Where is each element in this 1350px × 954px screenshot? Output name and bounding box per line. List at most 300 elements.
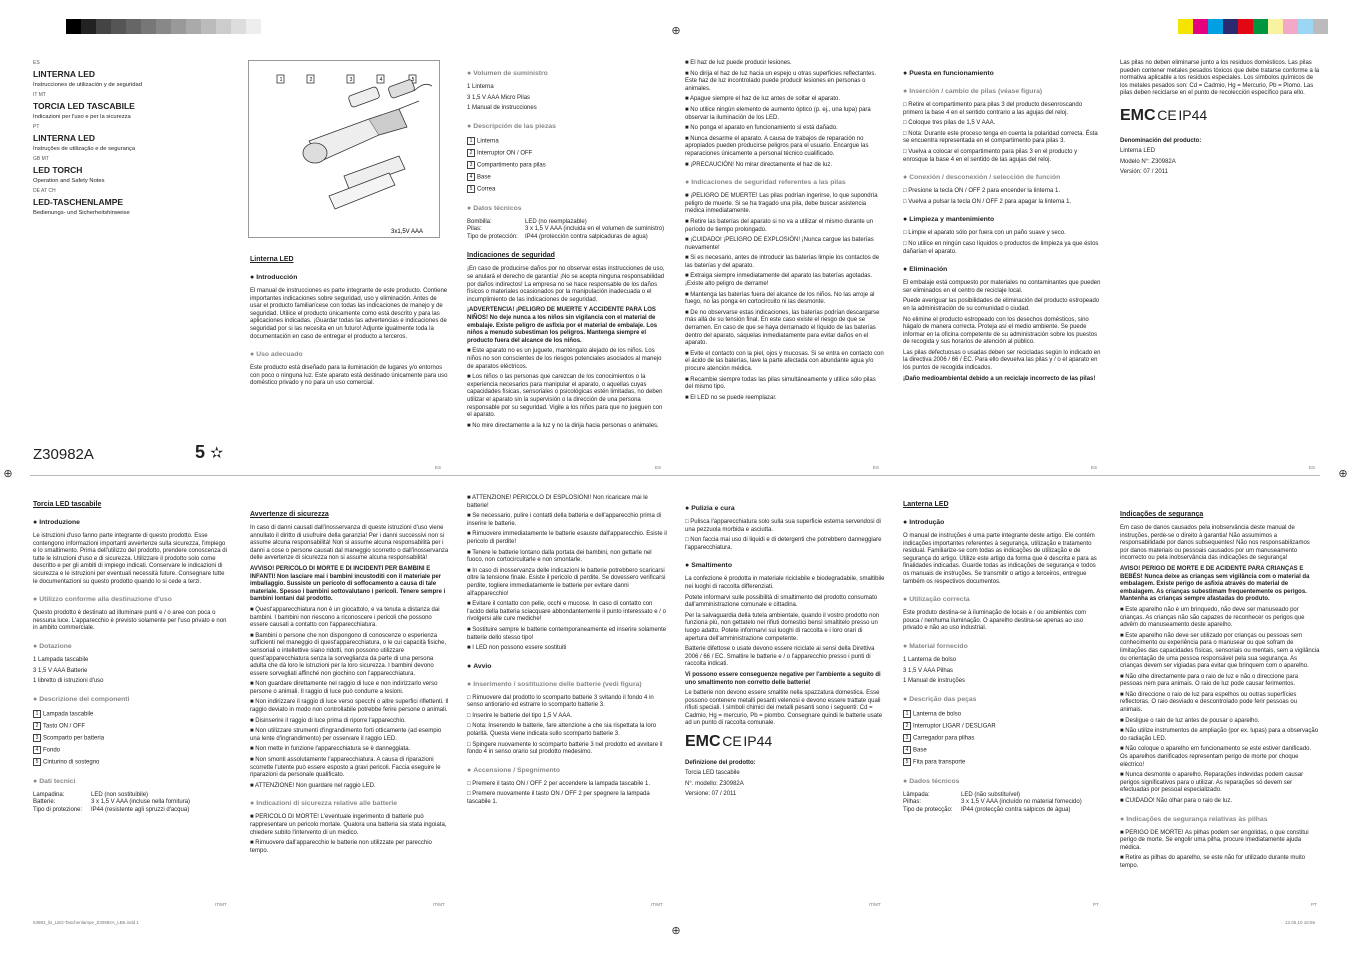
heading: ● Limpieza y mantenimiento — [903, 216, 1103, 224]
list-item — [467, 550, 667, 565]
list-item — [685, 395, 885, 403]
list-item — [467, 601, 667, 624]
list-item — [685, 292, 885, 307]
tech-row — [903, 792, 1103, 800]
cover-subtitle: Operation and Safety Notes — [33, 178, 105, 184]
list-item-text: Linterna LED — [1120, 148, 1156, 155]
product-info — [685, 770, 885, 799]
list-item-text: Modelo N°: Z30982A — [1120, 158, 1176, 165]
list-item — [685, 351, 885, 374]
registration-mark-icon: ⊕ — [3, 468, 13, 480]
list-item-text: Premere il tasto ON / OFF 2 per accendere la lampada tascabile 1. — [472, 780, 651, 787]
badge-number: 5 ✫ — [195, 442, 224, 462]
bullet: ■ — [467, 567, 473, 574]
list-item — [903, 722, 1103, 731]
list-item-text: Desligue o raio de luz antes de pousar o aparelho. — [1125, 717, 1260, 724]
bullet: ■ — [1120, 829, 1126, 836]
number-box: 3 — [903, 734, 911, 742]
bullet: ■ — [1120, 772, 1126, 779]
parts-list — [467, 137, 667, 195]
number-box: 3 — [467, 161, 475, 169]
tech-label: Pilas: — [467, 226, 482, 233]
bullet: ■ — [685, 218, 691, 225]
list-item — [685, 162, 885, 170]
section-title: Indicaciones de seguridad — [467, 252, 555, 260]
safety-list — [467, 348, 667, 430]
list-item-text: Não direccione o raio de luz para espelhos ou outras superfícies reflectoras. O raio desviado e descontrolado pode ferir pessoas ou animais. — [1120, 691, 1298, 714]
bullet: □ — [467, 741, 473, 748]
bullet: □ — [903, 102, 909, 108]
list-item-text: 1 Manual de instrucciones — [467, 105, 537, 112]
bullet: ■ — [467, 549, 473, 556]
list-item-text: 3 1,5 V AAA Micro Pilas — [467, 94, 531, 101]
list-item — [903, 188, 1103, 196]
battery-label: 3x1,5V AAA — [391, 229, 424, 235]
page-label: IT/MT — [651, 902, 663, 907]
bullet: □ — [467, 780, 473, 787]
list-item — [685, 219, 885, 234]
cover-title: LINTERNA LED — [33, 69, 96, 79]
page-label: IT/MT — [433, 902, 445, 907]
bullet: ■ — [467, 422, 473, 429]
list-item-text: 1 libretto di istruzioni d'uso — [33, 678, 104, 685]
list-item-text: Nota: Inserendo le batterie, fare attenzione a che sia rispettata la loro polarità. Questa viene indicata sullo scomparto batterie 3. — [467, 723, 657, 738]
page-label: PT — [1093, 902, 1099, 907]
list-item-text: ¡CUIDADO! ¡PELIGRO DE EXPLOSIÓN! ¡Nunca cargue las baterías nuevamente! — [685, 237, 874, 251]
list-item — [467, 105, 667, 113]
paragraph: Per la salvaguardia della tutela ambientale, quando il vostro prodotto non funziona più, non gettatelo nei rifiuti domestici bensì smaltitelo presso un luogo adatto. Potete informarvi sui luoghi di raccolta e i loro orari di apertura dell'amministrazione competente. — [685, 612, 880, 642]
list-item-text: Limpie el aparato sólo por fuera con un paño suave y seco. — [908, 230, 1066, 237]
page-label: IT/MT — [215, 902, 227, 907]
list-item-text: Torcia LED tascabile — [685, 770, 740, 777]
grey-registration-bar — [66, 19, 261, 34]
list-item — [250, 728, 450, 743]
bullet: ■ — [685, 60, 691, 66]
print-date: 12.05.10 16:56 — [1285, 920, 1316, 925]
number-box: 4 — [467, 173, 475, 181]
tech-label: Lâmpada: — [903, 791, 930, 798]
bullet: □ — [903, 198, 909, 205]
heading: ● Introdução — [903, 519, 1103, 527]
number-box: 1 — [467, 137, 475, 145]
bullet: ■ — [250, 814, 256, 821]
page-label: ES — [1309, 465, 1316, 470]
paragraph: Questo prodotto è destinato ad illuminare punti e / o aree con poca o nessuna luce. L'apparecchio è previsto solamente per l'uso privato e non in ambito commerciale. — [33, 610, 227, 632]
number-box: 3 — [33, 734, 41, 742]
list-item-text: Non mette in funzione l'apparecchiatura se è danneggiata. — [255, 746, 411, 753]
heading: ● Indicações de segurança relativas às pilhas — [1120, 816, 1320, 824]
list-item-text: Rimuovere dal prodotto lo scomparto batterie 3 svitando il fondo 4 in senso antiorario ed estrarre lo scomparto batterie 3. — [467, 694, 654, 709]
bullet: ■ — [1120, 673, 1126, 680]
tech-row — [33, 792, 228, 800]
list-item — [250, 814, 450, 837]
list-item — [467, 84, 667, 92]
list-item — [467, 348, 667, 371]
list-item-text: No utilice ningún elemento de aumento óptico (p. ej., una lupa) para observar la iluminación de los LED. — [685, 106, 871, 121]
list-item-text: Spingere nuovamente lo scomparto batterie 3 nel prodotto ed avvitare il fondo 4 in senso orario sul prodotto medesimo. — [467, 741, 663, 756]
tech-value: LED (non sostituibile) — [91, 791, 149, 798]
emc-mark: EMC — [685, 733, 721, 751]
list-item — [33, 722, 228, 731]
figure-label: 2 — [309, 77, 313, 83]
bullet: ■ — [685, 96, 690, 103]
star-icon: ✫ — [210, 445, 224, 462]
certification-marks — [685, 733, 885, 751]
list-item-text: Si es necesario, antes de introducir las baterías limpie los contactos de las baterías y del aparato. — [685, 255, 880, 269]
heading: ● Accensione / Spegnimento — [467, 767, 667, 775]
bullet: ■ — [1120, 606, 1126, 613]
paragraph: La confezione è prodotta in materiale riciclabile e biodegradabile, smaltibile nei luoghi di raccolta differenziati. — [685, 576, 885, 590]
paragraph: Le istruzioni d'uso fanno parte integrante di questo prodotto. Esse contengono informazioni importanti avvertenze sulla sicurezza, l'impiego e lo smaltimento. Prima dell'utilizzo del prodotto, prendere conoscenza di tutte le istruzioni d'uso e di sicurezza. Utilizzare il prodotto solo come descritto e per gli ambiti di impiego indicati. Conservare le indicazioni di sicurezza e le istruzioni per eventuali necessità future. Consegnare tutte le documentazioni su questo prodotto quando lo si cede a terzi. — [33, 533, 227, 585]
list-item — [467, 423, 667, 431]
number-box: 2 — [903, 722, 911, 730]
list-item-text: No utilice en ningún caso líquidos o productos de limpieza ya que éstos dañarían el aparato. — [903, 240, 1099, 255]
list-item — [685, 791, 885, 799]
tech-value: 3 x 1,5 V AAA (incluida en el volumen de suministro) — [525, 226, 665, 233]
product-info — [1120, 148, 1320, 177]
paragraph: Em caso de danos causados pela inobservância deste manual de instruções, perde-se o direito à garantia! Não assumimos a responsabilidade por danos subsequentes! Não nos responsabilizamos por danos materiais ou pessoais causados por um manuseamento incorrecto ou pela inobservância das indicações de segurança! — [1120, 525, 1310, 562]
tech-row — [903, 799, 1103, 807]
bullet: □ — [685, 537, 691, 544]
list-item — [250, 718, 450, 726]
safety-list — [1120, 607, 1320, 806]
list-item-text: Cinturino di sostegno — [43, 759, 100, 766]
supply-list — [903, 657, 1103, 686]
list-item — [33, 746, 228, 755]
section-title: Lanterna LED — [903, 501, 949, 508]
bullet: ■ — [685, 291, 691, 298]
number-box: 1 — [903, 710, 911, 718]
list-item-text: Base — [913, 747, 927, 754]
connect-list — [903, 188, 1103, 206]
paragraph: Este producto está diseñado para la iluminación de lugares y/o entornos con poco o ninguna luz. Este aparato está destinado únicamente para uso doméstico privado y no para un uso comercial. — [250, 365, 448, 387]
bullet: ■ — [1120, 632, 1126, 639]
heading: ● Puesta en funcionamiento — [903, 70, 1103, 78]
list-item-text: Carregador para pilhas — [913, 735, 975, 742]
bullet: ■ — [250, 782, 255, 789]
list-item — [903, 758, 1103, 767]
list-item — [467, 531, 667, 546]
list-item — [903, 710, 1103, 719]
list-item — [467, 185, 667, 194]
heading: ● Eliminación — [903, 266, 1103, 274]
bullet: ■ — [685, 161, 691, 168]
heading: ● Dados técnicos — [903, 778, 1103, 786]
list-item — [33, 678, 228, 686]
parts-list — [903, 710, 1103, 768]
list-item — [467, 149, 667, 158]
list-item-text: 1 Linterna — [467, 84, 494, 90]
list-item-text: Apague siempre el haz de luz antes de soltar el aparato. — [689, 96, 841, 103]
list-item — [903, 199, 1103, 207]
list-item — [685, 60, 885, 68]
list-item-text: Versión: 07 / 2011 — [1120, 169, 1168, 176]
ce-mark: CE — [1157, 106, 1177, 123]
list-item-text: Nunca desmonte o aparelho. Reparações indevidas podem causar perigos significativos para o utilizar. As reparações só devem ser efectuadas por pessoal especializado. — [1120, 772, 1304, 794]
bullet: □ — [903, 120, 909, 127]
model-number: Z30982A — [33, 446, 94, 463]
figure-label: 3 — [349, 77, 353, 83]
tech-label: Lampadina: — [33, 791, 65, 798]
list-item — [685, 310, 885, 348]
list-item — [685, 107, 885, 122]
list-item — [903, 241, 1103, 256]
list-item-text: 3 1,5 V AAA Pilhas — [903, 667, 954, 674]
list-item-text: Non smonti assolutamente l'apparecchiatura. A causa di riparazioni scorrette l'utente può essere esposto a gravi pericoli. Faccia eseguire le riparazioni da personale qualificato. — [250, 757, 441, 779]
list-item-text: Interruptor ON / OFF — [477, 150, 533, 157]
tech-value: IP44 (protección contra salpicaduras de agua) — [525, 233, 648, 240]
list-item — [1120, 692, 1320, 715]
tech-table — [903, 792, 1103, 815]
tech-row — [467, 234, 667, 242]
list-item — [1120, 674, 1320, 689]
heading: ● Datos técnicos — [467, 205, 667, 213]
list-item — [33, 668, 228, 676]
heading: ● Descrizione dei componenti — [33, 696, 228, 704]
bullet: ■ — [467, 513, 473, 520]
es-column-5 — [1120, 60, 1320, 180]
page-label: ES — [655, 465, 662, 470]
list-item — [903, 120, 1103, 128]
list-item-text: In caso di inosservanza delle indicazioni le batterie potrebbero scaricarsi oltre la tensione finale. Esiste il pericolo di perdite. Se dovessero verificarsi perdite, togliere immediatamente le batterie per evitare danni all'apparecchio! — [467, 567, 666, 597]
bullet: ■ — [685, 106, 691, 113]
heading: ● Introduzione — [33, 519, 228, 527]
list-item — [467, 791, 667, 806]
list-item-text: Inserire le batterie del tipo 1,5 V AAA. — [472, 712, 573, 719]
warning: ¡Daño medioambiental debido a un reciclaje incorrecto de las pilas! — [903, 375, 1096, 382]
list-item-text: Correa — [477, 187, 496, 194]
bullet: ■ — [685, 70, 691, 77]
list-item-text: Scomparto per batteria — [43, 735, 105, 742]
cover-subtitle: Bedienungs- und Sicherheitshinweise — [33, 210, 130, 216]
list-item — [33, 758, 228, 767]
cover-subtitle: Instrucciones de utilización y de seguridad — [33, 82, 142, 88]
bullet: ■ — [467, 374, 473, 381]
list-item — [467, 645, 667, 653]
bullet: ■ — [1120, 717, 1126, 724]
bullet: □ — [903, 240, 909, 247]
section-title: Linterna LED — [250, 256, 294, 263]
list-item-text: 1 Manual de instruções — [903, 678, 966, 685]
heading: ● Descripción de las piezas — [467, 123, 667, 131]
list-item-text: Rimuovere dall'apparecchio le batterie non utilizzate per parecchio tempo. — [250, 840, 432, 854]
tech-row — [467, 219, 667, 227]
insert-list — [467, 695, 667, 757]
paragraph: Potete informarvi sulle possibilità di smaltimento del prodotto consumato dall'amministrazione comunale e cittadina. — [685, 594, 878, 609]
list-item-text: Pulisca l'apparecchiatura solo sulla sua superficie esterna servendosi di una pezzuola morbida e asciutta. — [685, 519, 881, 533]
heading: ● Utilização correcta — [903, 596, 1103, 604]
heading: ● Conexión / desconexión / selección de función — [903, 174, 1103, 182]
cover-title: LINTERNA LED — [33, 133, 96, 143]
bullet: ■ — [685, 350, 691, 357]
page-label: IT/MT — [869, 902, 881, 907]
list-item — [33, 710, 228, 719]
bullet: ■ — [685, 376, 691, 383]
page-label: ES — [435, 465, 442, 470]
number-box: 2 — [467, 149, 475, 157]
bullet: ■ — [1120, 728, 1126, 735]
list-item — [1120, 718, 1320, 726]
list-item-text: PERICOLO DI MORTE! L'eventuale ingerimento di batterie può rappresentare un pericolo mortale. Qualora una batteria sia stata ingoiata, chiedere subito l'intervento di un medico. — [250, 814, 447, 836]
cover-title: LED TORCH — [33, 165, 83, 175]
list-item-text: 1 Lanterna de bolso — [903, 656, 957, 663]
list-item-text: Nota: Durante este proceso tenga en cuenta la polaridad correcta. Ésta se encuentra representada en el compartimento para pilas 3. — [903, 130, 1098, 145]
certification-marks — [1120, 106, 1320, 124]
bullet: ■ — [250, 699, 256, 706]
bullet: ■ — [250, 681, 256, 688]
list-item-text: Presione la tecla ON / OFF 2 para encender la linterna 1. — [908, 188, 1061, 195]
bullet: □ — [467, 791, 473, 798]
list-item — [1120, 830, 1320, 853]
list-item — [33, 657, 228, 665]
bullet: ■ — [685, 125, 691, 132]
safety-list — [685, 60, 885, 169]
number-box: 2 — [33, 722, 41, 730]
country-flag: PT — [33, 124, 40, 130]
heading: ● Indicazioni di sicurezza relative alle batterie — [250, 800, 450, 808]
tech-table — [33, 792, 228, 815]
number-box: 5 — [33, 758, 41, 766]
list-item — [685, 273, 885, 288]
paragraph: In caso di danni causati dall'inosservanza di queste istruzioni d'uso viene annullato il diritto di usufruire della garanzia! Per i danni successivi non si assume alcuna responsabilità! Non si assume alcuna responsabilità per i danni a cose o persone causati dal maneggio scorretto o dall'inosservanza delle avvertenze di sicurezza non si assume alcuna responsabilità! — [250, 525, 449, 562]
list-item-text: ATTENZIONE! Non guardare nel raggio LED. — [254, 782, 376, 789]
list-item-text: Coloque tres pilas de 1,5 V AAA. — [908, 120, 996, 127]
list-item — [903, 734, 1103, 743]
tech-label: Tipo di protezione: — [33, 806, 83, 813]
list-item — [685, 237, 885, 252]
bullet: ■ — [685, 193, 691, 200]
list-item — [1120, 746, 1320, 769]
heading: ● Smaltimento — [685, 562, 885, 570]
list-item — [467, 137, 667, 146]
ip-rating: IP44 — [1178, 106, 1208, 123]
list-item — [1120, 607, 1320, 630]
list-item-text: El haz de luz puede producir lesiones. — [690, 60, 792, 66]
ip-rating: IP44 — [743, 733, 773, 750]
list-item-text: Retire as pilhas do aparelho, se este não for utilizado durante muito tempo. — [1120, 855, 1306, 869]
bullet: ■ — [467, 645, 473, 652]
safety-list — [250, 607, 450, 790]
number-box: 4 — [33, 746, 41, 754]
paragraph: El manual de instrucciones es parte integrante de este producto. Contiene importantes indicaciones sobre seguridad, uso y eliminación. Antes de usar el producto familiarícese con todas las indicaciones de manejo y de seguridad. Utilice el producto únicamente como está descrito y para las aplicaciones indicadas. ¡Guardar todas las advertencias e indicaciones de seguridad por si las necesita en un futuro! Adjunte igualmente toda la documentación en caso de entregar el producto a terceros. — [250, 288, 448, 340]
heading: Definizione del prodotto: — [685, 759, 756, 766]
it-column-2 — [250, 500, 450, 858]
cover-column — [33, 60, 228, 220]
list-item-text: Este aparato no es un juguete, manténgalo alejado de los niños. Los niños no son conscientes de los riesgos potenciales asociados al manejo de aparatos eléctricos. — [467, 348, 662, 370]
cover-subtitle: Instruções de utilização e de segurança — [33, 146, 136, 152]
bullet: ■ — [685, 255, 691, 262]
number-box: 5 — [903, 758, 911, 766]
page-label: ES — [873, 465, 880, 470]
tech-table — [467, 219, 667, 242]
list-item-text: Evite el contacto con la piel, ojos y mucosas. Si se entra en contacto con el ácido de las baterías, lave la parte afectada con abundante agua y/o procure atención médica. — [685, 350, 884, 372]
list-item — [467, 513, 667, 528]
country-flag: ES — [33, 60, 40, 66]
bullet: □ — [467, 694, 473, 701]
list-item — [467, 495, 667, 510]
tech-value: 3 x 1,5 V AAA (incluse nella fornitura) — [91, 799, 191, 806]
bullet: □ — [903, 230, 909, 237]
tech-label: Batterie: — [33, 799, 56, 806]
fold-line — [30, 475, 1320, 476]
es-column-3 — [685, 60, 885, 405]
list-item — [685, 255, 885, 270]
bullet: ■ — [1120, 746, 1126, 753]
list-item — [1120, 169, 1320, 177]
list-item-text: Não olhe directamente para o raio de luz e não o direccione para pessoas nem para animais. O raio de luz pode causar ferimentos. — [1120, 673, 1299, 688]
es-column-1 — [250, 245, 450, 391]
battery-safety-list — [467, 495, 667, 653]
paragraph: Le batterie non devono essere smaltite nella spazzatura domestica. Esse possono contenere metalli pesanti velenosi e devono essere trattate quali rifiuti speciali. I simboli chimici dei metalli pesanti sono i seguenti: Cd = Cadmio, Hg = mercurio, Pb = piombo. Consegnare quindi le batterie usate ad un punto di raccolta comunale. — [685, 690, 883, 727]
paragraph: Las pilas no deben eliminarse junto a los residuos domésticos. Las pilas pueden contener metales pesados tóxicos que debe tratarse conforme a la normativa aplicable a los residuos especiales. Los símbolos químicos de los metales pesados son: Cd = Cadmio, Hg = Mercurio, Pb = Plomo. Las pilas deben reciclarse en el punto de recolección específico para ello. — [1120, 60, 1320, 97]
bullet: ■ — [685, 273, 691, 280]
paragraph: O manual de instruções é uma parte integrante deste artigo. Ele contém indicações importantes referentes à segurança, utilização e tratamento residual. Familiarize-se com todas as indicações de utilização e de segurança do artigo. Utilize este artigo da forma que é descrita e para as finalidades indicadas. Guarde todas as indicações de segurança e todos os manuais de instruções. Se transmitir o artigo a terceiros, entregue também os respectivos documentos. — [903, 533, 1097, 585]
list-item — [250, 757, 450, 780]
bullet: ■ — [250, 840, 256, 847]
list-item — [685, 781, 885, 789]
bullet: ■ — [1120, 798, 1126, 804]
section-title: Torcia LED tascabile — [33, 501, 102, 508]
registration-mark-icon: ⊕ — [1338, 468, 1348, 480]
list-item-text: Recambie siempre todas las pilas simultáneamente y utilice sólo pilas del mismo tipo. — [685, 376, 876, 391]
figure-label: 5 — [411, 77, 415, 83]
tech-label: Tipo de protección: — [467, 233, 518, 240]
list-item-text: Compartimento para pilas — [477, 162, 546, 169]
paragraph: Este produto destina-se à iluminação de locais e / ou ambientes com pouca / nenhuma iluminação. O aparelho destina-se apenas ao uso privado e não ao uso industrial. — [903, 610, 1087, 632]
list-item — [250, 607, 450, 630]
country-flag: GB MT — [33, 156, 49, 162]
heading: ● Avvio — [467, 663, 667, 671]
heading: ● Volumen de suministro — [467, 70, 667, 78]
it-column-4 — [685, 495, 885, 802]
bullet: □ — [467, 723, 473, 730]
list-item — [467, 568, 667, 598]
list-item-text: Bambini o persone che non dispongono di conoscenze o esperienza sufficienti nel maneggio di quest'apparecchiatura, o le cui capacità fisiche, sensoriali o intellettive siano ridotti, non possono utilizzare quest'apparecchiatura senza la sorveglianza da parte di una persona adulta che dà loro le istruzioni per la loro sicurezza. I bambini devono essere sorvegliati affinché non giochino con l'apparecchiatura. — [250, 632, 447, 677]
insert-list — [903, 102, 1103, 164]
heading: ● Indicaciones de seguridad referentes a las pilas — [685, 179, 885, 187]
heading: ● Material fornecido — [903, 643, 1103, 651]
list-item-text: Interruptor LIGAR / DESLIGAR — [913, 723, 996, 730]
bullet: ■ — [1120, 691, 1126, 698]
list-item-text: CUIDADO! Não olhar para o raio de luz. — [1125, 798, 1233, 804]
heading: ● Dati tecnici — [33, 778, 228, 786]
list-item-text: Fondo — [43, 747, 61, 754]
tech-label: Pilhas: — [903, 799, 922, 806]
list-item-text: Evitare il contatto con pelle, occhi e mucose. In caso di contatto con l'acido della batteria sciacquare abbondantemente il punto interessato e / o rivolgersi alle cure mediche! — [467, 601, 666, 623]
tech-value: IP44 (protecção contra salpicos de água) — [961, 806, 1071, 813]
list-item-text: Se necessario, pulire i contatti della batteria e dell'apparecchio prima di inserire le batterie. — [467, 513, 662, 527]
registration-mark-icon: ⊕ — [671, 925, 681, 937]
number-box: 4 — [903, 746, 911, 754]
bullet: ■ — [250, 728, 256, 735]
list-item-text: De no observarse estas indicaciones, las baterías podrían descargarse más allá de su tensión final. En este caso existe el riesgo de que se derramen. En caso de que se haya derramado el líquido de las baterías dentro del aparato, sáquelas inmediatamente para evitar daños en el aparato. — [685, 309, 880, 347]
list-item-text: Extraiga siempre inmediatamente del aparato las baterías agotadas. ¡Existe alto peligro de derrame! — [685, 273, 873, 288]
it-column-3 — [467, 495, 667, 810]
tech-value: 3 x 1,5 V AAA (incluído no material fornecido) — [961, 799, 1082, 806]
list-item — [250, 746, 450, 754]
list-item-text: Retire las baterías del aparato si no va a utilizar el mismo durante un período de tiempo prolongado. — [685, 218, 874, 233]
bullet: ■ — [250, 632, 256, 639]
list-item — [250, 699, 450, 714]
paragraph: Batterie difettose o usate devono essere riciclate ai sensi della Direttiva 2006 / 66 / EC. Smaltire le batterie e / o l'apparecchio presso i punti di raccolta indicati. — [685, 646, 875, 668]
color-registration-bar — [1178, 19, 1328, 34]
bullet: □ — [467, 712, 473, 719]
bullet: □ — [903, 188, 909, 195]
list-item — [685, 71, 885, 94]
list-item — [903, 131, 1103, 146]
bullet: ■ — [250, 746, 256, 753]
paragraph: Puede averiguar las posibilidades de eliminación del producto estropeado en la administración de su comunidad o ciudad. — [903, 298, 1100, 312]
